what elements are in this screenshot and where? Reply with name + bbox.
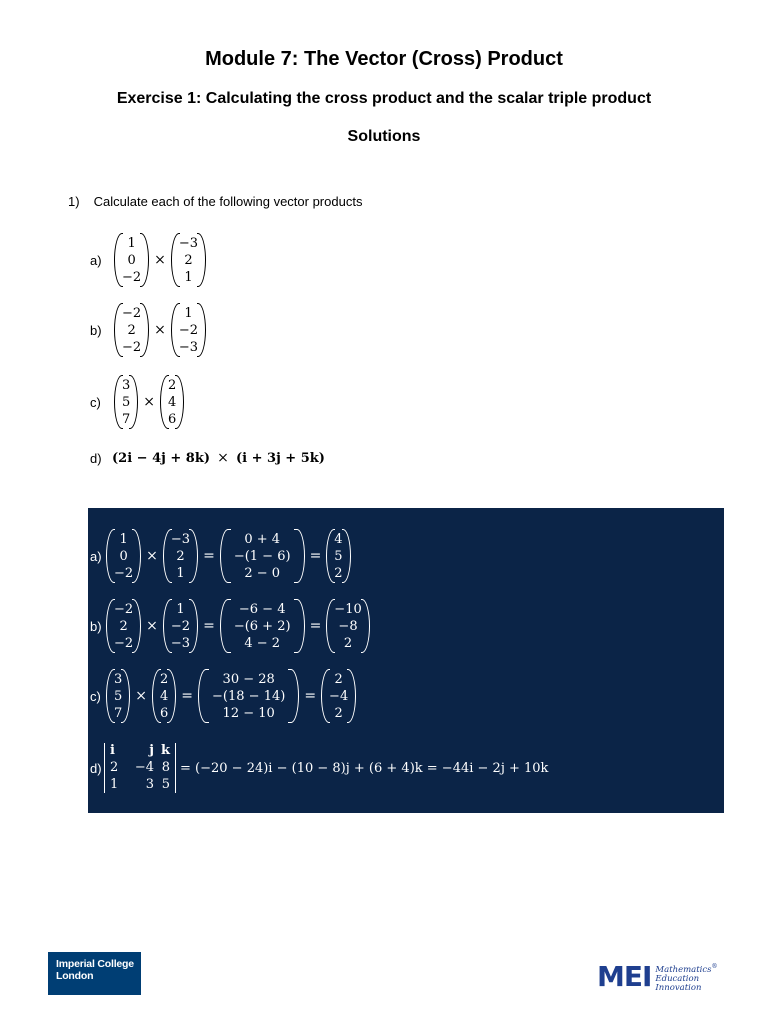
vector <box>114 233 149 287</box>
vector-entry: −2 <box>114 635 134 651</box>
working-vector <box>220 599 305 653</box>
vector-entry: 4 <box>334 531 343 547</box>
determinant-entry: 2 <box>110 760 119 775</box>
vector-entry: 7 <box>114 705 123 721</box>
determinant-entry: j <box>149 743 154 758</box>
vector-entry: −6 − 4 <box>238 601 286 617</box>
vector-entry: 3 <box>114 671 123 687</box>
result-vector <box>321 669 356 723</box>
working-vector <box>220 529 305 583</box>
vector-entry: 4 − 2 <box>244 635 281 651</box>
equals-symbol: = <box>309 618 322 634</box>
vector <box>163 599 198 653</box>
vector-entry: 6 <box>168 411 177 427</box>
question-part-c <box>90 372 186 432</box>
times-symbol: × <box>135 688 148 704</box>
part-label: c) <box>90 688 101 704</box>
vector-entry: 2 − 0 <box>244 565 281 581</box>
determinant-entry: 1 <box>110 777 119 792</box>
vector-entry: 2 <box>127 322 136 338</box>
mei-logo <box>597 962 718 993</box>
solution-part-b <box>88 596 372 656</box>
vector-entry: 1 <box>176 565 185 581</box>
vector-entry: 2 <box>176 548 185 564</box>
part-label: a) <box>90 252 102 268</box>
mei-tagline-line: Mathematics <box>655 964 712 975</box>
vector-entry: 7 <box>122 411 131 427</box>
vector-entry: −8 <box>338 618 358 634</box>
vector-term: (2i − 4j + 8k) <box>112 451 210 466</box>
vector-entry: 2 <box>343 635 353 651</box>
determinant <box>104 743 176 793</box>
vector-term: (i + 3j + 5k) <box>236 451 325 466</box>
vector-entry: −10 <box>334 601 362 617</box>
vector <box>114 303 149 357</box>
part-label: d) <box>90 760 102 776</box>
equals-symbol: = <box>304 688 317 704</box>
vector <box>171 303 206 357</box>
mei-tagline-line: Innovation <box>655 982 702 993</box>
part-label: b) <box>90 618 102 634</box>
vector-entry: −2 <box>170 618 191 634</box>
solution-part-a <box>88 526 353 586</box>
vector-entry: 4 <box>160 688 169 704</box>
vector-entry: 2 <box>334 565 343 581</box>
vector-entry: −2 <box>114 565 134 581</box>
registered-mark: ® <box>711 963 718 970</box>
vector-entry: 1 <box>119 531 128 547</box>
vector <box>171 233 206 287</box>
vector-entry: −3 <box>178 235 199 251</box>
vector-entry: 1 <box>184 269 193 285</box>
times-symbol: × <box>146 548 158 564</box>
times-symbol: × <box>143 394 156 410</box>
determinant-entry: k <box>160 743 170 758</box>
solution-part-c <box>88 666 358 726</box>
question-text: Calculate each of the following vector products <box>93 194 363 209</box>
vector-entry: 30 − 28 <box>222 671 275 687</box>
question-part-a <box>90 230 208 290</box>
vector <box>106 599 141 653</box>
solution-part-d <box>88 738 548 798</box>
vector-entry: 2 <box>168 377 177 393</box>
question-part-b <box>90 300 208 360</box>
vector-entry: −2 <box>122 339 142 355</box>
vector <box>106 529 141 583</box>
equals-symbol: = <box>203 548 215 564</box>
vector <box>163 529 198 583</box>
result-vector <box>326 599 369 653</box>
vector-entry: 2 <box>119 618 128 634</box>
vector-entry: 0 <box>127 252 136 268</box>
part-label: a) <box>90 548 102 564</box>
vector <box>114 375 138 429</box>
vector <box>152 669 176 723</box>
vector-entry: −2 <box>122 269 142 285</box>
vector-entry: 1 <box>184 305 193 321</box>
determinant-entry: 5 <box>161 777 170 792</box>
equals-symbol: = <box>203 618 215 634</box>
vector-entry: −4 <box>329 688 349 704</box>
question-1 <box>68 194 362 209</box>
vector-entry: −2 <box>178 322 199 338</box>
part-label: d) <box>90 450 102 466</box>
solutions-panel <box>88 508 724 813</box>
imperial-college-logo <box>48 952 141 995</box>
mei-tagline-line: Education <box>655 973 700 984</box>
result-vector <box>326 529 350 583</box>
mei-tagline <box>655 962 717 993</box>
vector-entry: −(1 − 6) <box>233 548 291 564</box>
vector-entry: 4 <box>168 394 177 410</box>
vector-entry: −3 <box>170 531 191 547</box>
mei-wordmark: MEI <box>597 960 652 994</box>
vector-entry: 5 <box>334 548 343 564</box>
question-number: 1) <box>68 194 80 209</box>
part-label: c) <box>90 394 101 410</box>
question-part-d <box>90 428 325 488</box>
vector-entry: 2 <box>334 671 343 687</box>
vector-entry: 0 <box>119 548 128 564</box>
times-symbol: × <box>154 322 166 338</box>
vector-entry: 0 + 4 <box>244 531 281 547</box>
determinant-entry: 3 <box>145 777 154 792</box>
part-label: b) <box>90 322 102 338</box>
vector-entry: 2 <box>184 252 193 268</box>
times-symbol: × <box>154 252 166 268</box>
solutions-heading: Solutions <box>347 128 421 145</box>
logo-text-line: London <box>56 970 94 982</box>
vector-entry: −2 <box>122 305 142 321</box>
vector-entry: −(18 − 14) <box>212 688 286 704</box>
vector-entry: 2 <box>160 671 169 687</box>
vector <box>160 375 184 429</box>
vector-entry: −3 <box>178 339 199 355</box>
vector-entry: 1 <box>127 235 136 251</box>
vector-entry: 12 − 10 <box>222 705 275 721</box>
vector-entry: −2 <box>114 601 134 617</box>
vector-entry: 5 <box>114 688 123 704</box>
times-symbol: × <box>146 618 158 634</box>
working-vector <box>198 669 299 723</box>
equals-symbol: = <box>309 548 322 564</box>
vector-entry: −(6 + 2) <box>233 618 291 634</box>
vector <box>106 669 130 723</box>
determinant-entry: 8 <box>161 760 170 775</box>
determinant-entry: i <box>110 743 115 758</box>
times-symbol: × <box>217 450 229 466</box>
equals-symbol: = <box>181 688 194 704</box>
determinant-expansion: = (−20 − 24)i − (10 − 8)j + (6 + 4)k = −44i − 2j + 10k <box>180 760 549 776</box>
vector-entry: 2 <box>334 705 343 721</box>
determinant-entry: −4 <box>134 760 154 775</box>
vector-entry: 6 <box>160 705 169 721</box>
vector-entry: 1 <box>176 601 185 617</box>
vector-entry: 5 <box>122 394 131 410</box>
vector-entry: −3 <box>170 635 191 651</box>
logo-text-line: Imperial College <box>56 958 134 970</box>
vector-entry: 3 <box>122 377 131 393</box>
exercise-subtitle: Exercise 1: Calculating the cross product and the scalar triple product <box>116 90 652 107</box>
page-title: Module 7: The Vector (Cross) Product <box>205 48 563 70</box>
vector-expression <box>112 450 325 466</box>
